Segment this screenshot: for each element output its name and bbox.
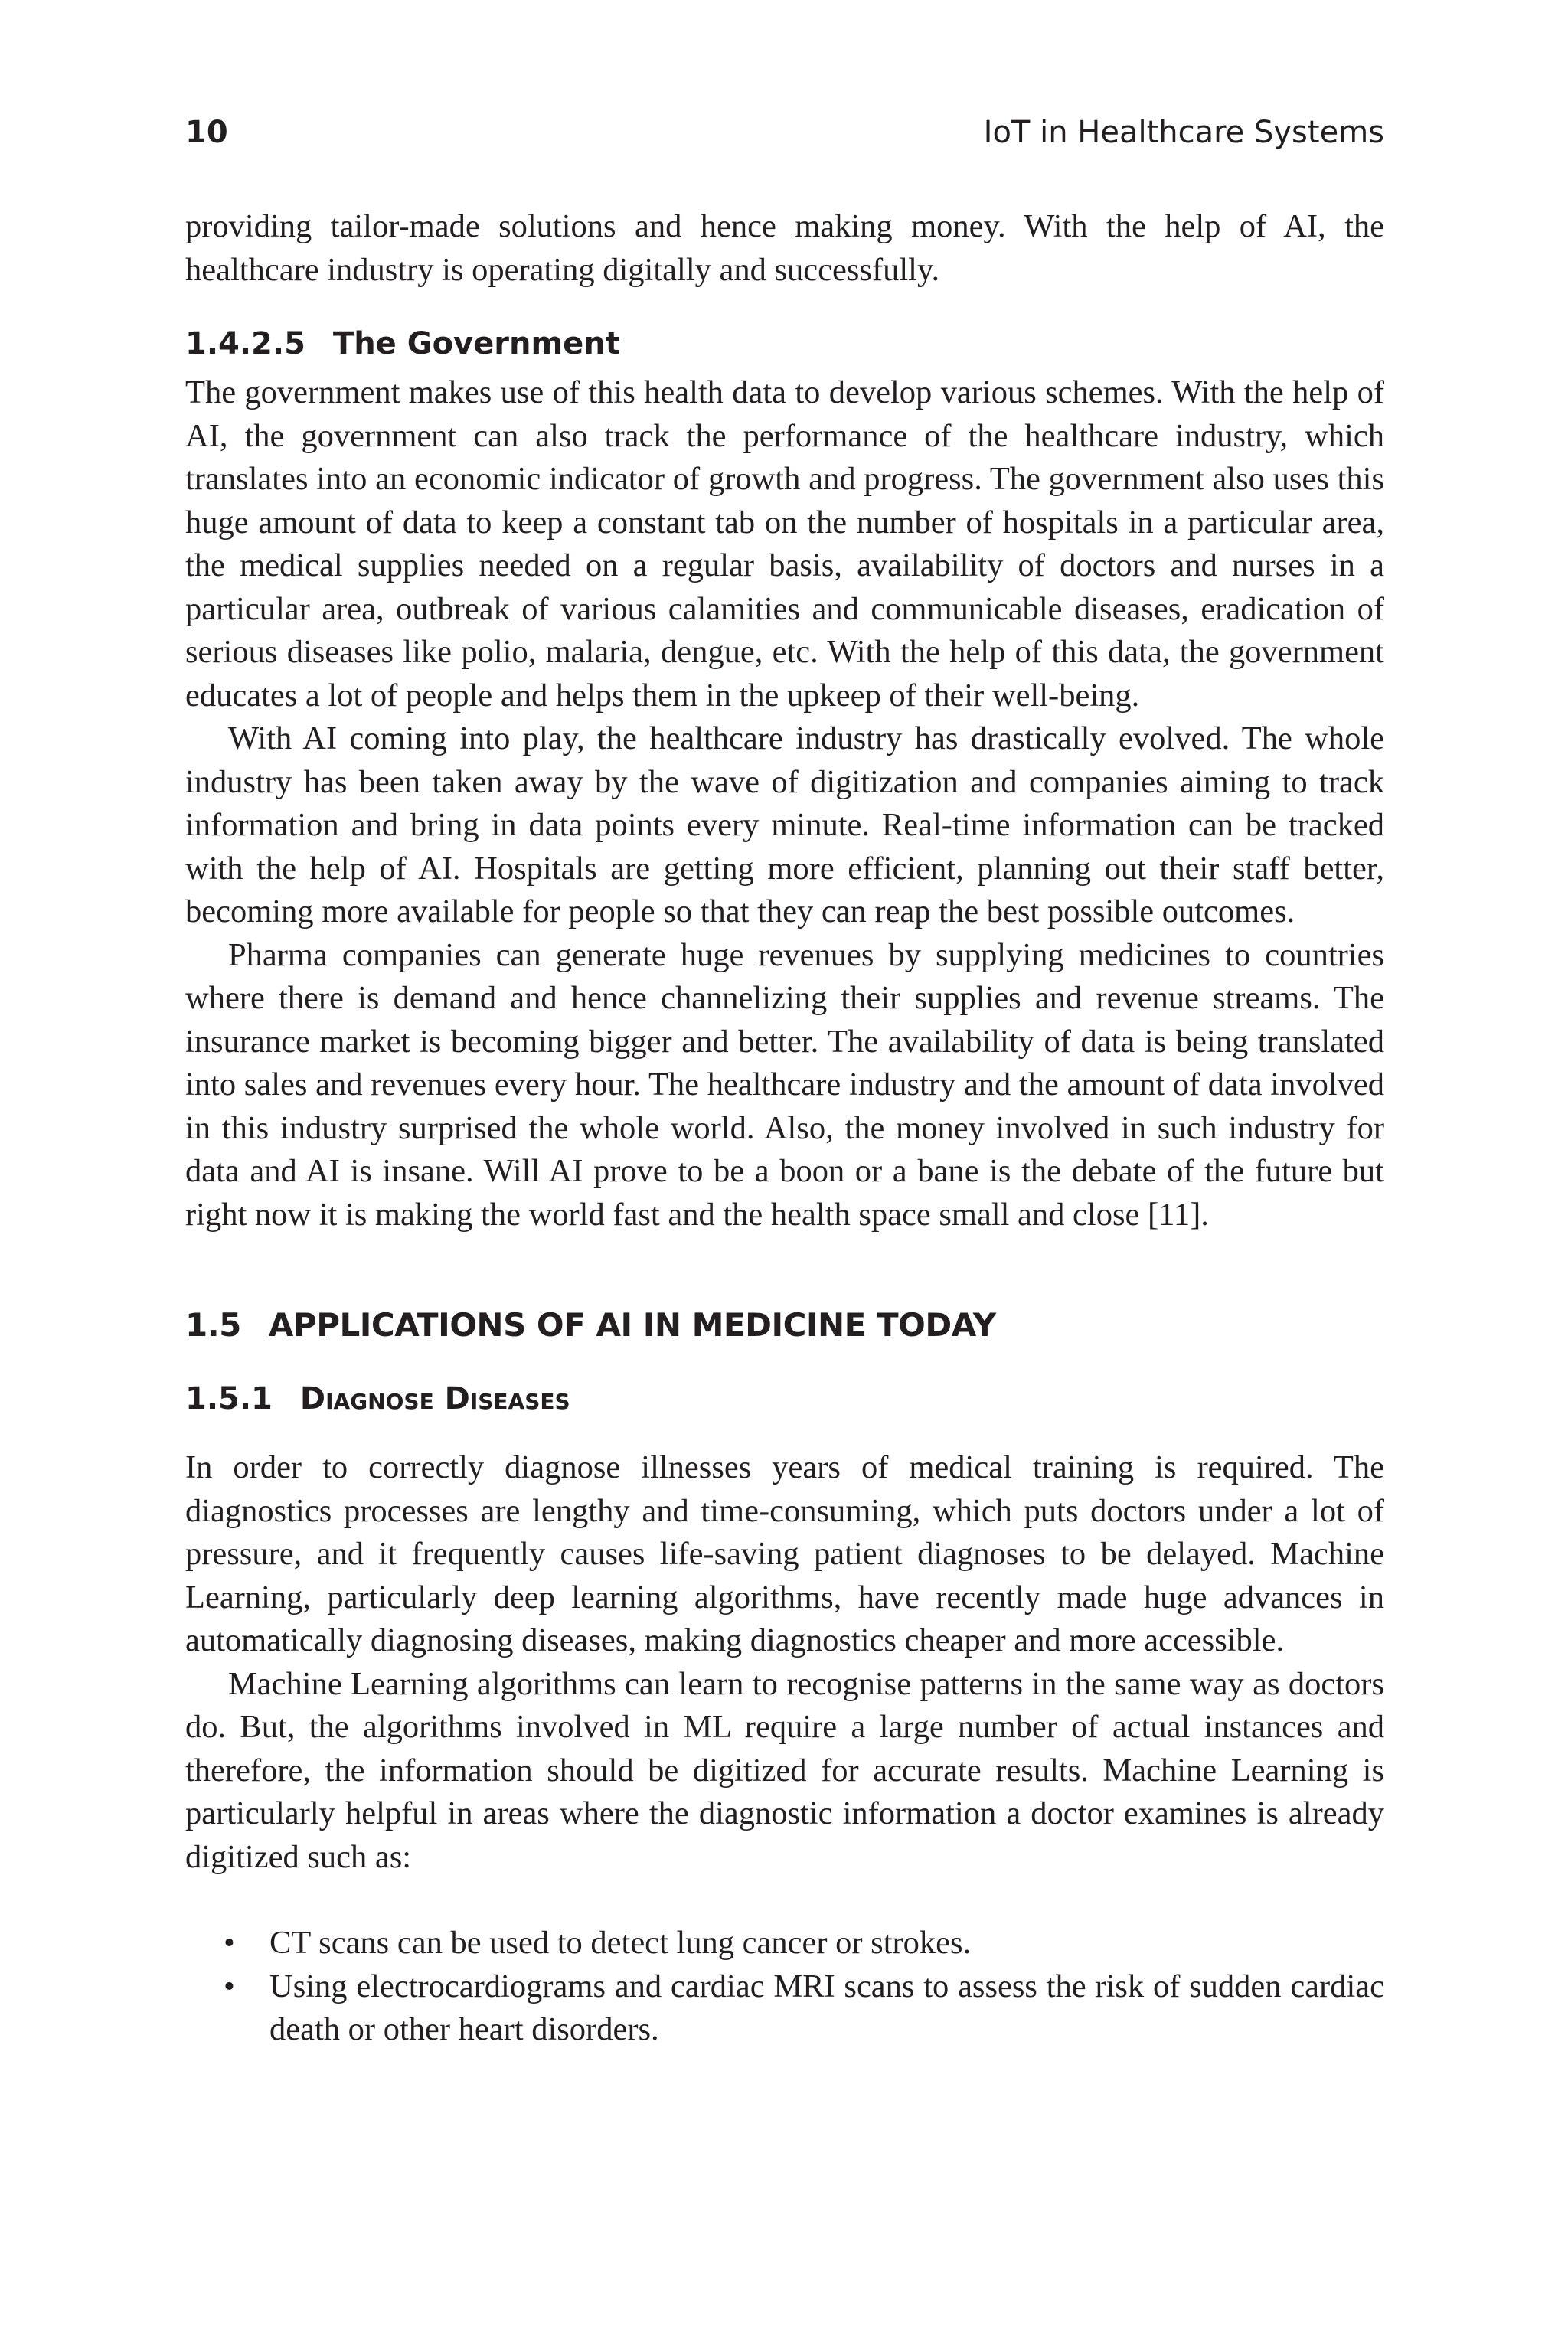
section-number: 1.5: [185, 1306, 241, 1344]
section-heading-applications: [185, 1302, 1384, 1348]
bullet-icon: •: [224, 1925, 235, 1961]
government-paragraph-2: With AI coming into play, the healthcare industry has drastically evolved. The whole industry has been taken away by the wave of digitization and companies aiming to track information and bring in data points every minute. Real-time information can be tracked with the help of AI. Hospitals are getting more efficient, planning out their staff better, becoming more available for people so that they can reap the best possible outcomes.: [185, 720, 1384, 929]
subsection-title: Diagnose Diseases: [299, 1381, 570, 1416]
list-item: [185, 1922, 1384, 1965]
section-title: APPLICATIONS OF AI IN MEDICINE TODAY: [268, 1306, 996, 1344]
running-header: [185, 115, 1384, 164]
list-item-text: CT scans can be used to detect lung cancer or strokes.: [270, 1925, 972, 1961]
subsection-number: 1.5.1: [185, 1381, 273, 1416]
list-item: [185, 1965, 1384, 2052]
subsection-title: The Government: [332, 326, 620, 361]
subsection-number: 1.4.2.5: [185, 326, 305, 361]
subsection-heading-diagnose: [185, 1377, 1384, 1420]
government-paragraph-3: Pharma companies can generate huge revenues by supplying medicines to countries where there is demand and hence channelizing their supplies and revenue streams. The insurance market is becoming bigger and better. The availability of data is being translated into sales and revenues every hour. The healthcare industry and the amount of data involved in this industry surprised the whole world. Also, the money involved in such industry for data and AI is insane. Will AI prove to be a boon or a bane is the debate of the future but right now it is making the world fast and the health space small and close [11].: [185, 936, 1384, 1233]
subsection-heading-government: [185, 322, 1384, 365]
running-title: IoT in Healthcare Systems: [983, 115, 1384, 150]
diagnose-paragraph-1: In order to correctly diagnose illnesses years of medical training is required. The diagnostics processes are lengthy and time-consuming, which puts doctors under a lot of pressure, and it frequently causes life-saving patient diagnoses to be delayed. Machine Learning, particularly deep learning algorithms, have recently made huge advances in automatically diagnosing diseases, making diagnostics cheaper and more accessible.: [185, 1449, 1384, 1658]
bullet-icon: •: [224, 1968, 235, 2004]
bullet-list: [185, 1922, 1384, 2052]
list-item-text: Using electrocardiograms and cardiac MRI scans to assess the risk of sudden cardiac death or other heart disorders.: [270, 1968, 1384, 2047]
page-content: [185, 115, 1384, 2052]
government-paragraph-1: The government makes use of this health data to develop various schemes. With the help of AI, the government can also track the performance of the healthcare industry, which translates into an economic indicator of growth and progress. The government also uses this huge amount of data to keep a constant tab on the number of hospitals in a particular area, the medical supplies needed on a regular basis, availability of doctors and nurses in a particular area, outbreak of various calamities and communicable diseases, eradication of serious diseases like polio, malaria, dengue, etc. With the help of this data, the government educates a lot of people and helps them in the upkeep of their well-being.: [185, 374, 1384, 714]
intro-paragraph: providing tailor-made solutions and hence making money. With the help of AI, the healthcare industry is operating digitally and successfully.: [185, 208, 1384, 288]
diagnose-paragraph-2: Machine Learning algorithms can learn to recognise patterns in the same way as doctors do. But, the algorithms involved in ML require a large number of actual instances and therefore, the information should be digitized for accurate results. Machine Learning is particularly helpful in areas where the diagnostic information a doctor examines is already digitized such as:: [185, 1665, 1384, 1875]
page-number: 10: [185, 115, 228, 150]
